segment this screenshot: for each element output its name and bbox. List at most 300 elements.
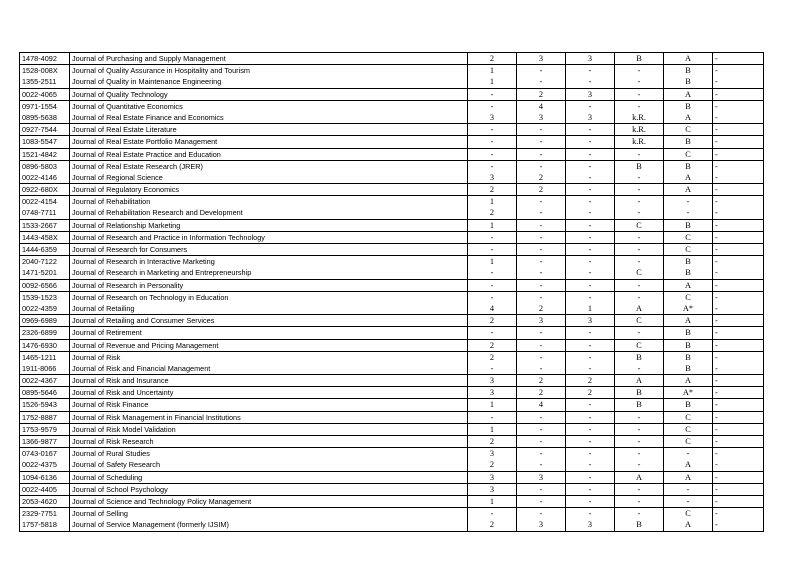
rating-col-4: C — [636, 316, 642, 326]
rating-col-6: - — [715, 101, 718, 111]
rating-col-6-cell — [713, 231, 764, 243]
rating-col-1: - — [490, 245, 494, 254]
rating-col-5-cell — [664, 436, 713, 448]
rating-col-5-cell — [664, 399, 713, 411]
rating-col-3-cell — [566, 351, 615, 374]
journal-title: Journal of Science and Technology Policy Management — [72, 496, 252, 506]
rating-col-3: - — [588, 172, 592, 182]
rating-col-1: 2 — [489, 437, 495, 446]
rating-col-1: 3 — [489, 449, 495, 459]
rating-col-1: 2 — [489, 460, 495, 470]
rating-col-4: B — [636, 54, 642, 63]
table-row-group — [20, 495, 764, 507]
rating-col-4-cell — [615, 351, 664, 374]
rating-col-1-cell — [468, 196, 517, 219]
rating-col-2: - — [539, 257, 543, 267]
rating-col-2: 3 — [538, 316, 544, 326]
rating-col-3-cell — [566, 100, 615, 123]
rating-col-5-cell — [664, 219, 713, 231]
rating-col-6: - — [715, 208, 718, 218]
rating-col-4: - — [637, 66, 641, 76]
rating-col-5: B — [685, 257, 691, 267]
rating-col-5-cell — [664, 508, 713, 531]
rating-col-4: - — [637, 509, 641, 519]
rating-col-6: - — [715, 137, 718, 147]
issn-cell — [20, 375, 70, 387]
issn-cell — [20, 351, 70, 374]
issn: 0092-6566 — [22, 280, 57, 290]
rating-col-4-cell — [615, 65, 664, 88]
rating-col-6-cell — [713, 495, 764, 507]
rating-col-3-cell — [566, 411, 615, 423]
journal-title: Journal of Rehabilitation Research and Development — [72, 208, 243, 218]
rating-col-1: 3 — [489, 172, 495, 182]
rating-col-6: - — [715, 509, 718, 519]
rating-col-4-cell — [615, 53, 664, 65]
rating-col-5-cell — [664, 231, 713, 243]
table-row-group — [20, 53, 764, 65]
journal-title: Journal of Risk Model Validation — [72, 424, 176, 434]
rating-col-5-cell — [664, 471, 713, 483]
rating-col-6: - — [715, 172, 718, 182]
issn: 1476-6930 — [22, 340, 57, 350]
issn: 0895-5638 — [22, 112, 57, 122]
journal-title-cell — [70, 495, 468, 507]
rating-col-3: - — [588, 101, 592, 111]
table-row-group — [20, 436, 764, 448]
rating-col-3-cell — [566, 160, 615, 183]
rating-col-3: - — [588, 185, 592, 195]
rating-col-1-cell — [468, 231, 517, 243]
issn: 0022-4405 — [22, 484, 57, 494]
rating-col-2: - — [539, 496, 543, 506]
rating-col-6-cell — [713, 291, 764, 314]
rating-col-1: - — [490, 328, 494, 338]
journal-title: Journal of Real Estate Literature — [72, 125, 177, 135]
rating-col-2-cell — [517, 351, 566, 374]
journal-title-cell — [70, 448, 468, 471]
rating-col-1-cell — [468, 244, 517, 256]
issn-cell — [20, 160, 70, 183]
journal-title: Journal of Real Estate Research (JRER) — [72, 161, 203, 171]
rating-col-2: - — [539, 352, 543, 362]
rating-col-5: A* — [682, 388, 694, 398]
rating-col-3: - — [588, 424, 592, 434]
rating-col-3: 3 — [587, 520, 593, 530]
table-row-group — [20, 375, 764, 387]
rating-col-4: k.R. — [632, 137, 646, 147]
rating-col-3-cell — [566, 196, 615, 219]
journal-title: Journal of Research and Practice in Information Technology — [72, 232, 265, 242]
rating-col-2-cell — [517, 148, 566, 160]
rating-col-6: - — [715, 232, 718, 242]
rating-col-2-cell — [517, 448, 566, 471]
rating-col-4: A — [636, 303, 642, 313]
issn-cell — [20, 423, 70, 435]
issn: 2329-7751 — [22, 509, 57, 519]
rating-col-1: - — [490, 125, 494, 135]
issn: 0022-4375 — [22, 460, 57, 470]
rating-col-3: - — [588, 496, 592, 506]
rating-col-2-cell — [517, 327, 566, 339]
issn-cell — [20, 399, 70, 411]
rating-col-6-cell — [713, 436, 764, 448]
rating-col-2-cell — [517, 196, 566, 219]
journal-title-cell — [70, 375, 468, 387]
rating-col-4: k.R. — [632, 112, 646, 122]
rating-col-5-cell — [664, 279, 713, 291]
rating-col-2-cell — [517, 387, 566, 399]
journal-title: Journal of Research in Interactive Marketing — [72, 257, 215, 267]
rating-col-2: 3 — [538, 112, 544, 122]
journal-title: Journal of Real Estate Portfolio Management — [72, 137, 218, 147]
rating-col-1: - — [490, 137, 494, 147]
rating-col-1-cell — [468, 508, 517, 531]
rating-col-4-cell — [615, 88, 664, 100]
rating-col-4-cell — [615, 327, 664, 339]
rating-col-1-cell — [468, 448, 517, 471]
rating-col-6-cell — [713, 53, 764, 65]
rating-col-1-cell — [468, 339, 517, 351]
rating-col-3: - — [588, 352, 592, 362]
rating-col-6: - — [715, 316, 718, 326]
journal-title: Journal of Risk Research — [72, 437, 154, 446]
rating-col-3: - — [588, 149, 592, 159]
rating-col-6: - — [715, 388, 718, 398]
issn: 0748-7711 — [22, 208, 57, 218]
issn-cell — [20, 65, 70, 88]
rating-col-6-cell — [713, 148, 764, 160]
rating-col-3: - — [588, 66, 592, 76]
journal-title: Journal of Regional Science — [72, 172, 163, 182]
journal-title-cell — [70, 423, 468, 435]
table-row-group — [20, 136, 764, 148]
journal-title-cell — [70, 53, 468, 65]
rating-col-2-cell — [517, 411, 566, 423]
table-row-group — [20, 315, 764, 327]
issn-cell — [20, 411, 70, 423]
rating-col-2-cell — [517, 136, 566, 148]
rating-col-1: - — [490, 412, 494, 422]
rating-col-5: C — [685, 437, 691, 446]
rating-col-5-cell — [664, 184, 713, 196]
rating-col-5-cell — [664, 65, 713, 88]
rating-col-3: 1 — [587, 303, 593, 313]
journal-title-cell — [70, 136, 468, 148]
rating-col-5: B — [685, 77, 691, 87]
rating-col-5-cell — [664, 196, 713, 219]
rating-col-2-cell — [517, 291, 566, 314]
rating-col-6-cell — [713, 411, 764, 423]
rating-col-6-cell — [713, 423, 764, 435]
rating-col-4-cell — [615, 279, 664, 291]
journal-title-cell — [70, 291, 468, 314]
table-row-group — [20, 65, 764, 88]
rating-col-5-cell — [664, 448, 713, 471]
rating-col-1-cell — [468, 256, 517, 279]
rating-col-3: 3 — [587, 112, 593, 122]
issn: 0971-1554 — [22, 101, 57, 111]
rating-col-3-cell — [566, 148, 615, 160]
rating-col-1-cell — [468, 136, 517, 148]
issn-cell — [20, 387, 70, 399]
issn: 1539-1523 — [22, 292, 57, 302]
rating-col-2-cell — [517, 184, 566, 196]
rating-col-4: k.R. — [632, 125, 646, 135]
rating-col-2: - — [539, 125, 543, 135]
rating-col-4: - — [637, 172, 641, 182]
rating-col-4: - — [637, 245, 641, 254]
rating-col-6: - — [715, 363, 718, 373]
rating-col-3: - — [588, 245, 592, 254]
rating-col-1-cell — [468, 471, 517, 483]
journal-title-cell — [70, 387, 468, 399]
rating-col-1-cell — [468, 65, 517, 88]
rating-col-4: - — [637, 197, 641, 207]
journal-title: Journal of Retailing — [72, 303, 135, 313]
rating-col-1-cell — [468, 291, 517, 314]
rating-col-4: C — [636, 220, 642, 230]
rating-col-2: - — [539, 161, 543, 171]
rating-col-4-cell — [615, 160, 664, 183]
issn-cell — [20, 327, 70, 339]
rating-col-6-cell — [713, 88, 764, 100]
rating-col-6: - — [715, 449, 718, 459]
rating-col-5: - — [686, 208, 690, 218]
rating-col-6: - — [715, 340, 718, 350]
rating-col-4-cell — [615, 315, 664, 327]
rating-col-5-cell — [664, 100, 713, 123]
issn-cell — [20, 436, 70, 448]
rating-col-2-cell — [517, 483, 566, 495]
rating-col-4: - — [637, 257, 641, 267]
rating-col-3-cell — [566, 88, 615, 100]
rating-col-2-cell — [517, 279, 566, 291]
rating-col-2-cell — [517, 508, 566, 531]
journal-title: Journal of Risk and Financial Management — [72, 363, 211, 373]
rating-col-4: A — [636, 472, 642, 482]
rating-col-4-cell — [615, 219, 664, 231]
rating-col-5: B — [685, 268, 691, 278]
journal-title-cell — [70, 339, 468, 351]
rating-col-6: - — [715, 400, 718, 410]
journal-title: Journal of Safety Research — [72, 460, 161, 470]
rating-col-4: - — [637, 412, 641, 422]
rating-col-2: - — [539, 268, 543, 278]
rating-col-3: 3 — [587, 89, 593, 99]
rating-col-4-cell — [615, 399, 664, 411]
rating-col-3: - — [588, 280, 592, 290]
rating-col-3-cell — [566, 124, 615, 136]
rating-col-2-cell — [517, 100, 566, 123]
rating-col-3: 3 — [587, 54, 593, 63]
rating-col-4: - — [637, 363, 641, 373]
rating-col-2: - — [539, 340, 543, 350]
rating-col-5: B — [685, 363, 691, 373]
rating-col-3: - — [588, 509, 592, 519]
rating-col-2: - — [539, 232, 543, 242]
journal-title: Journal of School Psychology — [72, 484, 168, 494]
rating-col-6: - — [715, 328, 718, 338]
rating-col-6: - — [715, 125, 718, 135]
rating-col-1: 1 — [489, 197, 495, 207]
rating-col-5: A — [685, 520, 691, 530]
rating-col-1: 2 — [489, 54, 495, 63]
rating-col-3-cell — [566, 471, 615, 483]
rating-col-6: - — [715, 280, 718, 290]
journal-title-cell — [70, 327, 468, 339]
rating-col-3-cell — [566, 387, 615, 399]
rating-col-2: - — [539, 137, 543, 147]
rating-col-2: 3 — [538, 520, 544, 530]
rating-col-3: - — [588, 449, 592, 459]
rating-col-3: - — [588, 268, 592, 278]
rating-col-4-cell — [615, 148, 664, 160]
rating-col-3: - — [588, 257, 592, 267]
table-row-group — [20, 184, 764, 196]
rating-col-2: 2 — [538, 89, 544, 99]
rating-col-6: - — [715, 197, 718, 207]
issn: 0896-5803 — [22, 161, 57, 171]
rating-col-4: - — [637, 437, 641, 446]
rating-col-6-cell — [713, 219, 764, 231]
rating-col-4-cell — [615, 339, 664, 351]
rating-col-1: - — [490, 509, 494, 519]
rating-col-1: 1 — [489, 400, 495, 410]
rating-col-3-cell — [566, 339, 615, 351]
rating-col-3: - — [588, 208, 592, 218]
rating-col-4: - — [637, 149, 641, 159]
rating-col-1-cell — [468, 436, 517, 448]
rating-col-5-cell — [664, 411, 713, 423]
journal-title: Journal of Risk Finance — [72, 400, 149, 410]
rating-col-1: 3 — [489, 484, 495, 494]
rating-col-2: - — [539, 77, 543, 87]
rating-col-5: C — [685, 292, 691, 302]
issn: 1478-4092 — [22, 54, 57, 63]
issn: 0022-4065 — [22, 89, 57, 99]
rating-col-2-cell — [517, 399, 566, 411]
journal-title: Journal of Regulatory Economics — [72, 185, 180, 195]
rating-col-2: 2 — [538, 303, 544, 313]
rating-col-1: - — [490, 363, 494, 373]
issn-cell — [20, 136, 70, 148]
rating-col-2: - — [539, 449, 543, 459]
rating-col-5-cell — [664, 88, 713, 100]
rating-col-2-cell — [517, 375, 566, 387]
issn-cell — [20, 184, 70, 196]
rating-col-2: - — [539, 363, 543, 373]
rating-col-4: - — [637, 101, 641, 111]
rating-col-1-cell — [468, 100, 517, 123]
table-row-group — [20, 231, 764, 243]
rating-col-5: B — [685, 161, 691, 171]
rating-col-3-cell — [566, 315, 615, 327]
rating-col-1-cell — [468, 327, 517, 339]
rating-col-5: A — [685, 472, 691, 482]
issn: 1752-8887 — [22, 412, 57, 422]
issn-cell — [20, 124, 70, 136]
issn: 1366-9877 — [22, 437, 57, 446]
journal-title: Journal of Relationship Marketing — [72, 220, 181, 230]
rating-col-3-cell — [566, 244, 615, 256]
rating-col-1: 2 — [489, 352, 495, 362]
rating-col-5-cell — [664, 375, 713, 387]
journal-title: Journal of Rural Studies — [72, 449, 150, 459]
issn: 0022-4367 — [22, 376, 57, 386]
rating-col-6-cell — [713, 136, 764, 148]
journal-title: Journal of Revenue and Pricing Management — [72, 340, 219, 350]
rating-col-2: - — [539, 292, 543, 302]
rating-col-1: - — [490, 292, 494, 302]
issn: 0922-680X — [22, 185, 58, 195]
rating-col-2: - — [539, 509, 543, 519]
table-row-group — [20, 508, 764, 531]
journal-title: Journal of Selling — [72, 509, 128, 519]
rating-col-3: - — [588, 137, 592, 147]
rating-col-1-cell — [468, 88, 517, 100]
table-row-group — [20, 387, 764, 399]
rating-col-5: - — [686, 449, 690, 459]
issn-cell — [20, 279, 70, 291]
rating-col-1-cell — [468, 375, 517, 387]
rating-col-1: 3 — [489, 376, 495, 386]
table-row-group — [20, 448, 764, 471]
issn: 0022-4146 — [22, 172, 57, 182]
rating-col-2-cell — [517, 160, 566, 183]
rating-col-1-cell — [468, 279, 517, 291]
rating-col-1: 1 — [489, 496, 495, 506]
rating-col-1-cell — [468, 53, 517, 65]
rating-col-4-cell — [615, 387, 664, 399]
issn: 1528-008X — [22, 66, 58, 76]
rating-col-4: - — [637, 328, 641, 338]
issn: 0969-6989 — [22, 316, 57, 326]
rating-col-3: - — [588, 125, 592, 135]
rating-col-1-cell — [468, 219, 517, 231]
rating-col-3: - — [588, 363, 592, 373]
rating-col-4-cell — [615, 471, 664, 483]
rating-col-2: - — [539, 220, 543, 230]
rating-col-4: - — [637, 280, 641, 290]
rating-col-5: B — [685, 328, 691, 338]
journal-title: Journal of Risk and Uncertainty — [72, 388, 174, 398]
journal-title-cell — [70, 256, 468, 279]
rating-col-3: - — [588, 220, 592, 230]
rating-col-4: - — [637, 185, 641, 195]
rating-col-5-cell — [664, 148, 713, 160]
rating-col-2: - — [539, 424, 543, 434]
rating-col-5-cell — [664, 315, 713, 327]
table-row-group — [20, 124, 764, 136]
rating-col-1-cell — [468, 184, 517, 196]
rating-col-6-cell — [713, 256, 764, 279]
rating-col-6: - — [715, 245, 718, 254]
rating-col-6: - — [715, 303, 718, 313]
journal-title-cell — [70, 219, 468, 231]
rating-col-2-cell — [517, 315, 566, 327]
rating-col-6: - — [715, 257, 718, 267]
rating-col-6-cell — [713, 100, 764, 123]
rating-col-6-cell — [713, 483, 764, 495]
rating-col-6-cell — [713, 65, 764, 88]
rating-col-3: 3 — [587, 316, 593, 326]
rating-col-3: - — [588, 292, 592, 302]
table-row-group — [20, 411, 764, 423]
rating-col-3: - — [588, 328, 592, 338]
journal-title-cell — [70, 471, 468, 483]
table-row-group — [20, 327, 764, 339]
